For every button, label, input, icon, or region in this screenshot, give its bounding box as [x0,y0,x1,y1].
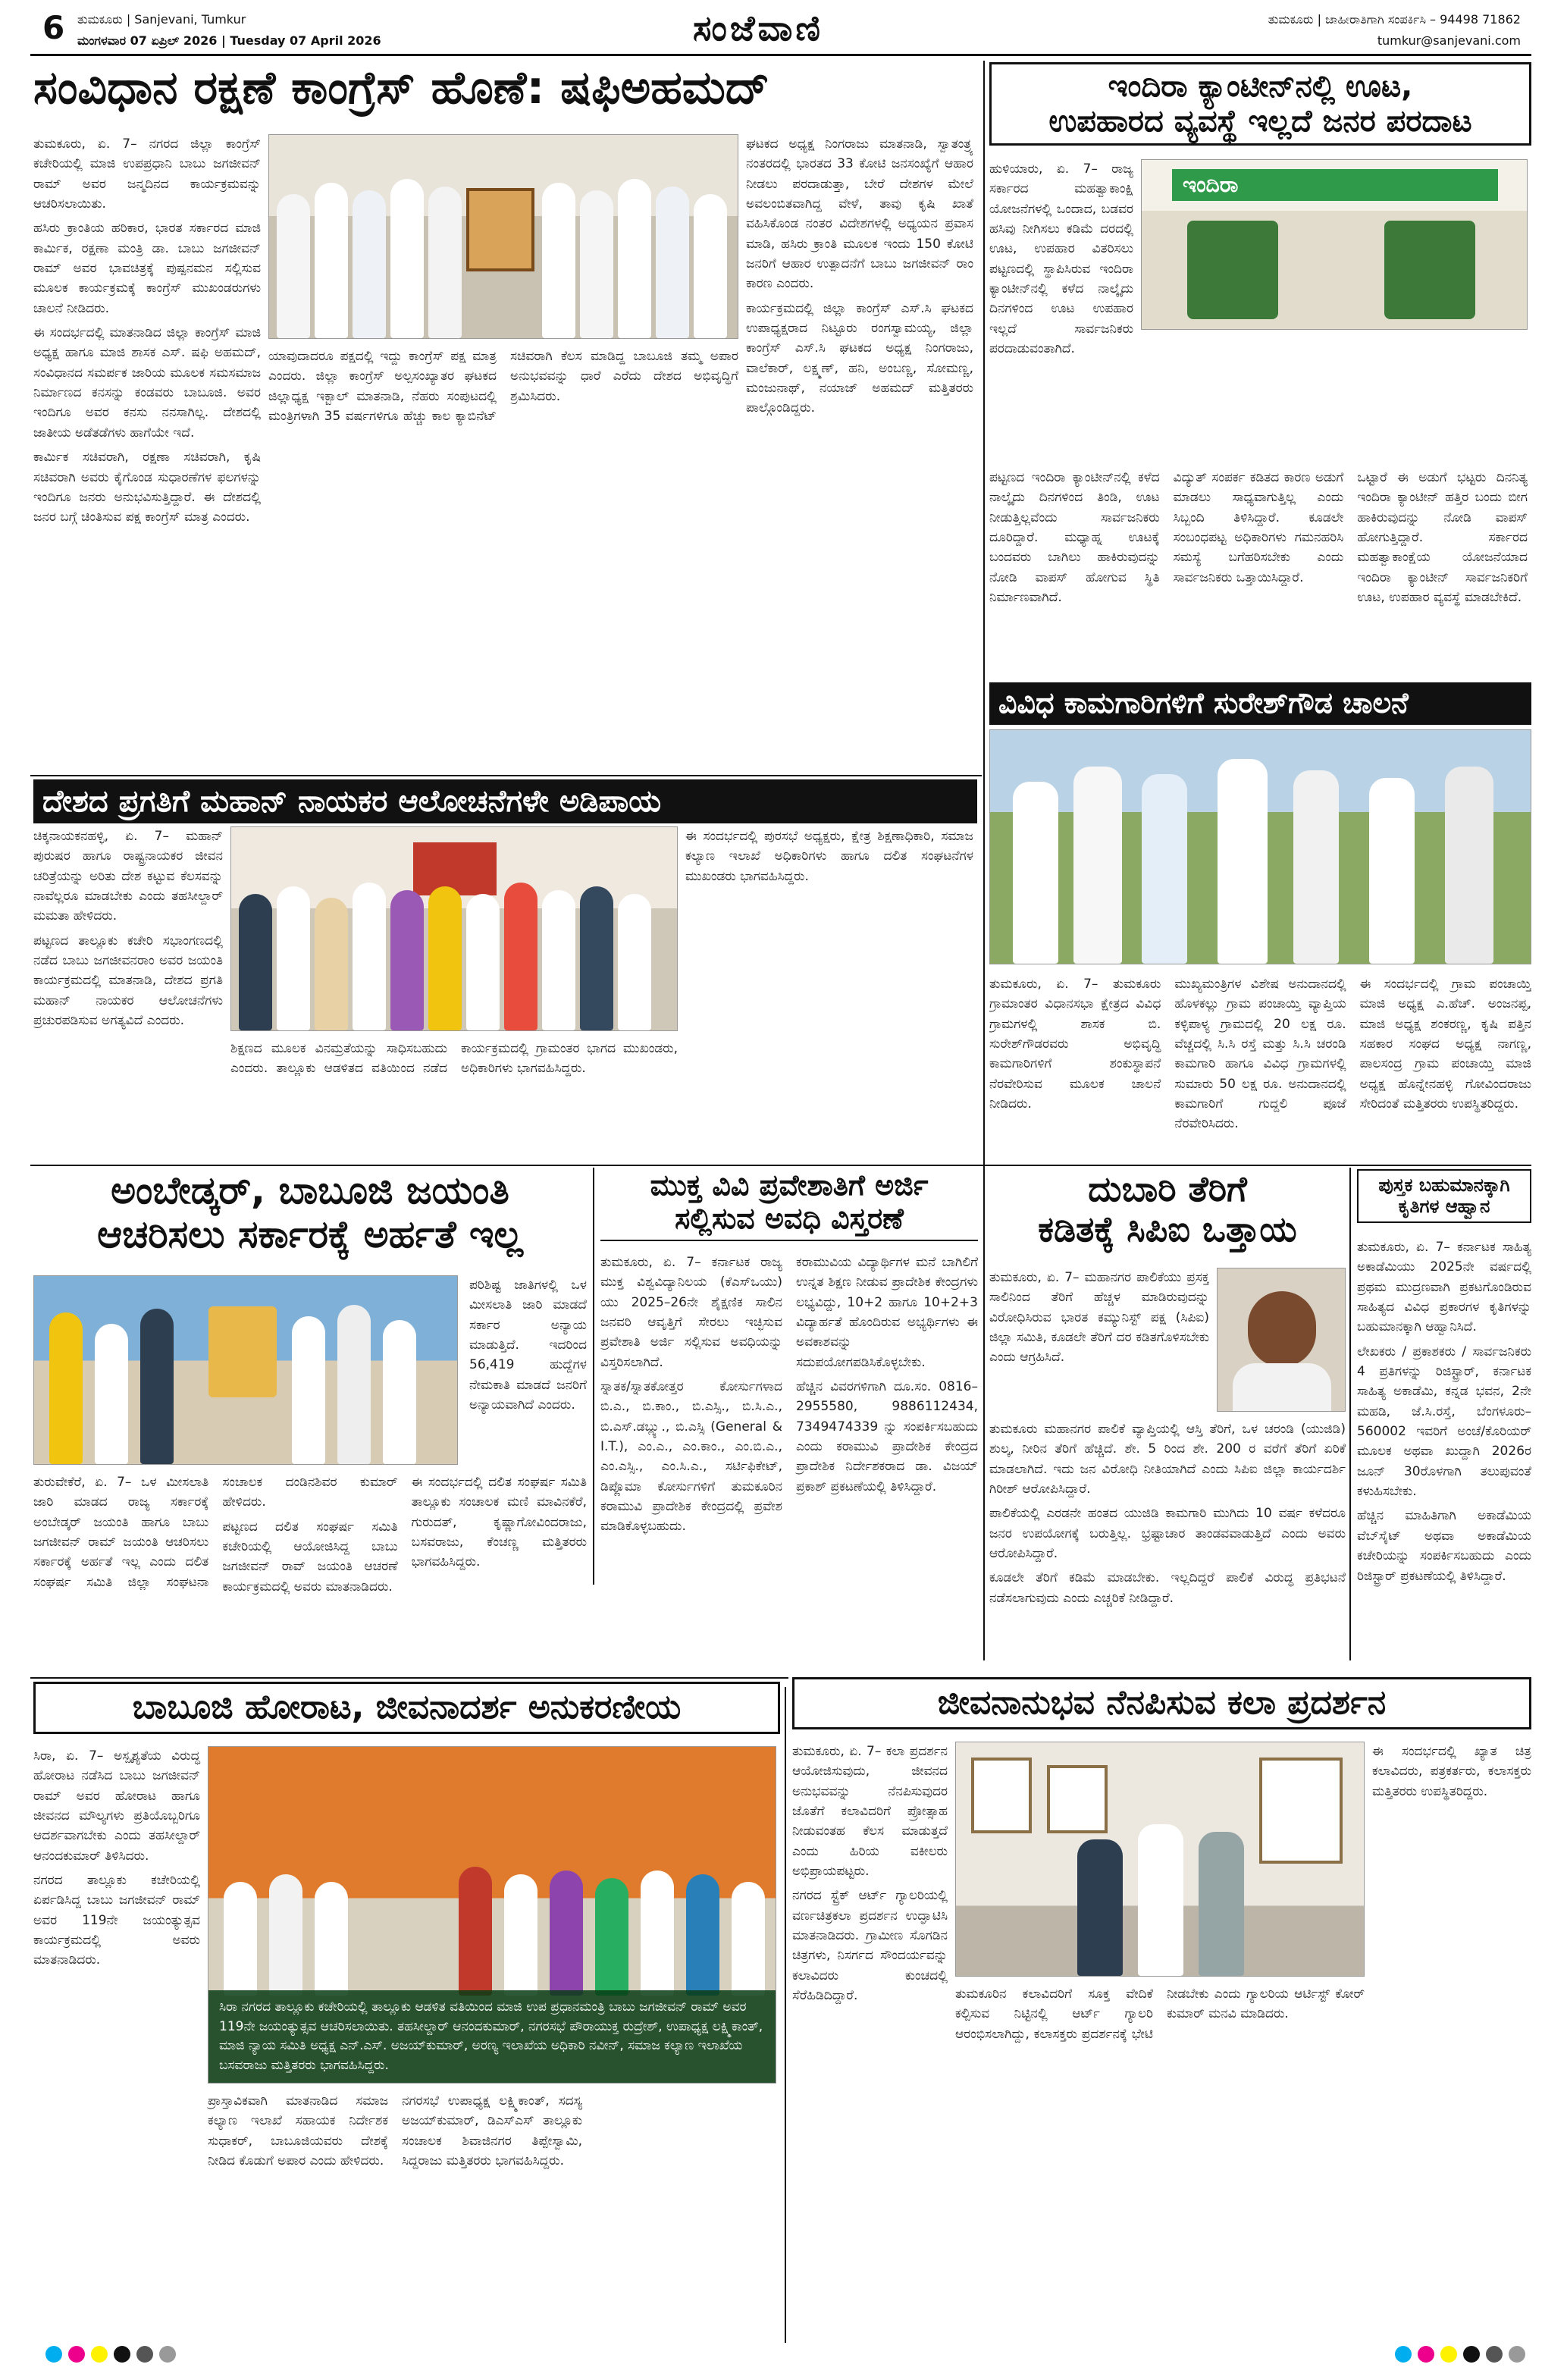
story-open-university [600,1169,978,1673]
column-rule [983,1168,985,1660]
story-nation-progress [33,779,977,1160]
registration-marks-left [45,2346,176,2363]
paragraph: ಸ್ನಾತಕ/ಸ್ನಾತಕೋತ್ತರ ಕೋರ್ಸುಗಳಾದ ಬಿ.ಎ., ಬಿ.ಕಾಂ., ಬಿ.ಎಸ್ಸಿ., ಬಿ.ಸಿ.ಎ., ಬಿ.ಎಸ್.ಡಬ್ಲ್ಯು., ಬಿ.ಎಸ್ಸಿ (General & I.T.), ಎಂ.ಎ., ಎಂ.ಕಾಂ., ಎಂ.ಬಿ.ಎ., ಎಂ.ಎಸ್ಸಿ., ಎಂ.ಸಿ.ಎ., ಸರ್ಟಿಫಿಕೇಟ್, ಡಿಪ್ಲೊಮಾ ಕೋರ್ಸುಗಳಿಗೆ ತುಮಕೂರಿನ ಕರಾಮುವಿ ಪ್ರಾದೇಶಿಕ ಕೇಂದ್ರದಲ್ಲಿ ಪ್ರವೇಶ ಮಾಡಿಕೊಳ್ಳಬಹುದು. [600,1379,782,1535]
paragraph: ಈ ಸಂದರ್ಭದಲ್ಲಿ ಮಾತನಾಡಿದ ಜಿಲ್ಲಾ ಕಾಂಗ್ರೆಸ್ ಮಾಜಿ ಅಧ್ಯಕ್ಷ ಹಾಗೂ ಮಾಜಿ ಶಾಸಕ ಎಸ್. ಷಫಿ ಅಹಮದ್, ಸಂವಿಧಾನದ ಸಮರ್ಪಕ ಜಾರಿಯ ಮೂಲಕ ಸಮಸಮಾಜ ನಿರ್ಮಾಣದ ಕನಸನ್ನು ಕಂಡವರು ಬಾಬೂಜಿ. ಅವರ ಇಂದಿಗೂ ಅವರ ಕನಸು ನನಸಾಗಿಲ್ಲ. ದೇಶದಲ್ಲಿ ಜಾತೀಯ ಅಡೆತಡೆಗಳು ಹಾಗೆಯೇ ಇದೆ. [33,325,261,441]
paragraph: ವಿದ್ಯುತ್ ಸಂಪರ್ಕ ಕಡಿತದ ಕಾರಣ ಅಡುಗೆ ಮಾಡಲು ಸಾಧ್ಯವಾಗುತ್ತಿಲ್ಲ ಎಂದು ಸಿಬ್ಬಂದಿ ತಿಳಿಸಿದ್ದಾರೆ. ಕೂಡಲೇ ಸಂಬಂಧಪಟ್ಟ ಅಧಿಕಾರಿಗಳು ಗಮನಹರಿಸಿ ಸಮಸ್ಯೆ ಬಗೆಹರಿಸಬೇಕು ಎಂದು ಸಾರ್ವಜನಿಕರು ಒತ್ತಾಯಿಸಿದ್ದಾರೆ. [1173,470,1344,585]
paragraph: ಈ ಸಂದರ್ಭದಲ್ಲಿ ದಲಿತ ಸಂಘರ್ಷ ಸಮಿತಿ ತಾಲ್ಲೂಕು ಸಂಚಾಲಕ ಮಣಿ ಮಾವಿನಕೆರೆ, ಗುರುದತ್, ಕೃಷ್ಣಾಗೋವಿಂದರಾಜು, ಬಸವರಾಜು, ಕೆಂಚಣ್ಣ ಮತ್ತಿತರರು ಭಾಗವಹಿಸಿದ್ದರು. [411,1475,587,1570]
story-headline: ದೇಶದ ಪ್ರಗತಿಗೆ ಮಹಾನ್ ನಾಯಕರ ಆಲೋಚನೆಗಳೇ ಅಡಿಪಾಯ [33,779,977,823]
paragraph: ಹಸಿರು ಕ್ರಾಂತಿಯ ಹರಿಕಾರ, ಭಾರತ ಸರ್ಕಾರದ ಮಾಜಿ ಕಾರ್ಮಿಕ, ರಕ್ಷಣಾ ಮಂತ್ರಿ ಡಾ. ಬಾಬು ಜಗಜೀವನ್ ರಾಮ್ ಅವರ ಭಾವಚಿತ್ರಕ್ಕೆ ಪುಷ್ಪನಮನ ಸಲ್ಲಿಸುವ ಮೂಲಕ ಕಾರ್ಯಕ್ರಮಕ್ಕೆ ಕಾಂಗ್ರೆಸ್ ಮುಖಂಡರುಗಳು ಚಾಲನೆ ನೀಡಿದರು. [33,221,261,316]
story-body-col1 [33,1746,200,2338]
story-book-award [1357,1169,1531,1666]
exhibition-photo [955,1742,1365,1977]
story-body [600,1253,978,1670]
paragraph: ತುಮಕೂರು, ಏ. 7– ತುಮಕೂರು ಗ್ರಾಮಾಂತರ ವಿಧಾನಸಭಾ ಕ್ಷೇತ್ರದ ವಿವಿಧ ಗ್ರಾಮಗಳಲ್ಲಿ ಶಾಸಕ ಬಿ. ಸುರೇಶ್‌ಗೌಡರವರು ಅಭಿವೃದ್ಧಿ ಕಾಮಗಾರಿಗಳಿಗೆ ಶಂಕುಸ್ಥಾಪನೆ ನೆರವೇರಿಸುವ ಮೂಲಕ ಚಾಲನೆ ನೀಡಿದರು. [989,977,1161,1112]
story-body [1357,1237,1531,1662]
paragraph: ತುಮಕೂರು, ಏ. 7– ನಗರದ ಜಿಲ್ಲಾ ಕಾಂಗ್ರೆಸ್ ಕಚೇರಿಯಲ್ಲಿ ಮಾಜಿ ಉಪಪ್ರಧಾನಿ ಬಾಬು ಜಗಜೀವನ್ ರಾಮ್ ಅವರ ಜನ್ಮದಿನದ ಕಾರ್ಯಕ್ರಮವನ್ನು ಆಚರಿಸಲಾಯಿತು. [33,136,261,212]
page-number: 6 [42,9,65,46]
headline-line2: ಕೃತಿಗಳ ಆಹ್ವಾನ [1398,1195,1490,1217]
story-body-cols [989,468,1528,673]
group-photo [230,826,678,1031]
paragraph: ಈ ಸಂದರ್ಭದಲ್ಲಿ ಗ್ರಾಮ ಪಂಚಾಯ್ತಿ ಮಾಜಿ ಅಧ್ಯಕ್ಷ ಎ.ಹೆಚ್. ಅಂಜನಪ್ಪ, ಮಾಜಿ ಅಧ್ಯಕ್ಷ ಶಂಕರಣ್ಣ, ಕೃಷಿ ಪತ್ತಿನ ಸಹಕಾರ ಸಂಘದ ಅಧ್ಯಕ್ಷ ನಾಗಣ್ಣ, ಪಾಲಸಂದ್ರ ಗ್ರಾಮ ಪಂಚಾಯ್ತಿ ಮಾಜಿ ಅಧ್ಯಕ್ಷ ಹೊನ್ನೇನಹಳ್ಳಿ ಗೋವಿಂದರಾಜು ಸೇರಿದಂತೆ ಮತ್ತಿತರರು ಉಪಸ್ಥಿತರಿದ್ದರು. [1359,977,1531,1112]
paragraph: ಹುಳಿಯಾರು, ಏ. 7– ರಾಜ್ಯ ಸರ್ಕಾರದ ಮಹತ್ವಾಕಾಂಕ್ಷಿ ಯೋಜನೆಗಳಲ್ಲಿ ಒಂದಾದ, ಬಡವರ ಹಸಿವು ನೀಗಿಸಲು ಕಡಿಮೆ ದರದಲ್ಲಿ ಊಟ, ಉಪಹಾರ ವಿತರಿಸಲು ಪಟ್ಟಣದಲ್ಲಿ ಸ್ಥಾಪಿಸಿರುವ ಇಂದಿರಾ ಕ್ಯಾಂಟೀನ್‌ನಲ್ಲಿ ಕಳೆದ ನಾಲ್ಕೈದು ದಿನಗಳಿಂದ ಊಟ ಉಪಹಾರ ಇಲ್ಲದೆ ಸಾರ್ವಜನಿಕರು ಪರದಾಡುವಂತಾಗಿದೆ. [989,161,1133,357]
story-body-col1 [33,134,261,764]
paragraph: ಪರಿಶಿಷ್ಟ ಜಾತಿಗಳಲ್ಲಿ ಒಳ ಮೀಸಲಾತಿ ಜಾರಿ ಮಾಡದೆ ಸರ್ಕಾರ ಅನ್ಯಾಯ ಮಾಡುತ್ತಿದೆ. ಇದರಿಂದ 56,419 ಹುದ್ದೆಗಳ ನೇಮಕಾತಿ ಮಾಡದೆ ಜನರಿಗೆ ಅನ್ಯಾಯವಾಗಿದೆ ಎಂದರು. [469,1278,587,1413]
group-photo [33,1275,458,1465]
story-headline [989,62,1531,146]
story-constitution [33,62,977,771]
paragraph: ತುರುವೇಕೆರೆ, ಏ. 7– ಒಳ ಮೀಸಲಾತಿ ಜಾರಿ ಮಾಡದ ರಾಜ್ಯ ಸರ್ಕಾರಕ್ಕೆ ಅಂಬೇಡ್ಕರ್ ಜಯಂತಿ ಹಾಗೂ ಬಾಬು ಜಗಜೀವನ್ ರಾಮ್ ಜಯಂತಿ ಆಚರಿಸಲು ಸರ್ಕಾರಕ್ಕೆ ಅರ್ಹತೆ ಇಲ್ಲ ಎಂದು ದಲಿತ ಸಂಘರ್ಷ ಸಮಿತಿ ಜಿಲ್ಲಾ ಸಂಘಟನಾ ಸಂಚಾಲಕ ದಂಡಿನಶಿವರ ಕುಮಾರ್ ಹೇಳಿದರು. [33,1475,398,1590]
paragraph: ಘಟಕದ ಅಧ್ಯಕ್ಷ ನಿಂಗರಾಜು ಮಾತನಾಡಿ, ಸ್ವಾತಂತ್ರ್ಯ ನಂತರದಲ್ಲಿ ಭಾರತದ 33 ಕೋಟಿ ಜನಸಂಖ್ಯೆಗೆ ಆಹಾರ ನೀಡಲು ಪರದಾಡುತ್ತಾ, ಬೇರೆ ದೇಶಗಳ ಮೇಲೆ ಅವಲಂಬಿತವಾಗಿದ್ದ ವೇಳೆ, ತಾವು ಕೃಷಿ ಖಾತೆ ವಹಿಸಿಕೊಂಡ ನಂತರ ವಿದೇಶಗಳಲ್ಲಿ ಅಧ್ಯಯನ ಪ್ರವಾಸ ಮಾಡಿ, ಹಸಿರು ಕ್ರಾಂತಿ ಮೂಲಕ ಇಂದು 150 ಕೋಟಿ ಜನರಿಗೆ ಆಹಾರ ಉತ್ಪಾದನೆಗೆ ಬಾಬು ಜಗಜೀವನ್ ರಾಂ ಕಾರಣ ಎಂದರು. [746,136,973,292]
story-headline: ಬಾಬೂಜಿ ಹೋರಾಟ, ಜೀವನಾದರ್ಶ ಅನುಕರಣೀಯ [33,1682,780,1734]
paragraph: ಕೂಡಲೇ ತೆರಿಗೆ ಕಡಿಮೆ ಮಾಡಬೇಕು. ಇಲ್ಲದಿದ್ದರೆ ಪಾಲಿಕೆ ವಿರುದ್ಧ ಪ್ರತಿಭಟನೆ ನಡೆಸಲಾಗುವುದು ಎಂದು ಎಚ್ಚರಿಕೆ ನೀಡಿದ್ದಾರೆ. [989,1570,1346,1606]
headline-line1: ಮುಕ್ತ ವಿವಿ ಪ್ರವೇಶಾತಿಗೆ ಅರ್ಜಿ [650,1169,929,1202]
paragraph: ನಗರದ ತಾಲ್ಲೂಕು ಕಚೇರಿಯಲ್ಲಿ ಏರ್ಪಡಿಸಿದ್ದ ಬಾಬು ಜಗಜೀವನ್ ರಾಮ್ ಅವರ 119ನೇ ಜಯಂತ್ಯುತ್ಸವ ಕಾರ್ಯಕ್ರಮದಲ್ಲಿ ಅವರು ಮಾತನಾಡಿದರು. [33,1873,200,1968]
inauguration-photo [989,729,1531,964]
paragraph: ಪಟ್ಟಣದ ದಲಿತ ಸಂಘರ್ಷ ಸಮಿತಿ ಕಚೇರಿಯಲ್ಲಿ ಆಯೋಜಿಸಿದ್ದ ಬಾಬು ಜಗಜೀವನ್ ರಾವ್ ಜಯಂತಿ ಆಚರಣೆ ಕಾರ್ಯಕ್ರಮದಲ್ಲಿ ಅವರು ಮಾತನಾಡಿದರು. [222,1519,398,1595]
story-body-col2 [268,346,738,764]
portrait-photo [1217,1268,1346,1412]
paragraph: ಪಟ್ಟಣದ ತಾಲ್ಲೂಕು ಕಚೇರಿ ಸಭಾಂಗಣದಲ್ಲಿ ನಡೆದ ಬಾಬು ಜಗಜೀವನರಾಂ ಅವರ ಜಯಂತಿ ಕಾರ್ಯಕ್ರಮದಲ್ಲಿ ಮಾತನಾಡಿ, ದೇಶದ ಪ್ರಗತಿ ಮಹಾನ್ ನಾಯಕರ ಆಲೋಚನೆಗಳು ಪ್ರಚುರಪಡಿಸುವ ಅಗತ್ಯವಿದೆ ಎಂದರು. [33,933,223,1029]
story-body-side [469,1275,587,1465]
masthead [30,6,1531,56]
story-headline [33,1169,587,1256]
story-art-exhibition [792,1677,1531,2341]
paragraph: ಮುಖ್ಯಮಂತ್ರಿಗಳ ವಿಶೇಷ ಅನುದಾನದಲ್ಲಿ ಹೊಳಕಲ್ಲು ಗ್ರಾಮ ಪಂಚಾಯ್ತಿ ವ್ಯಾಪ್ತಿಯ ಕಳ್ಳಿಪಾಳ್ಯ ಗ್ರಾಮದಲ್ಲಿ 20 ಲಕ್ಷ ರೂ. ವೆಚ್ಚದಲ್ಲಿ ಸಿ.ಸಿ ರಸ್ತೆ ಮತ್ತು ಸಿ.ಸಿ ಚರಂಡಿ ಕಾಮಗಾರಿ ಹಾಗೂ ವಿವಿಧ ಗ್ರಾಮಗಳಲ್ಲಿ ಸುಮಾರು 50 ಲಕ್ಷ ರೂ. ಅನುದಾನದಲ್ಲಿ ಕಾಮಗಾರಿಗೆ ಗುದ್ದಲಿ ಪೂಜೆ ನೆರವೇರಿಸಿದರು. [1174,977,1346,1132]
story-headline [989,1169,1346,1250]
brand-name: ಸಂಜೆವಾಣಿ [693,8,823,49]
story-body-col3 [685,826,973,1156]
event-photo [208,1746,776,2084]
story-headline [1357,1169,1531,1223]
story-development-works [989,682,1531,1160]
paragraph: ತುಮಕೂರು ಮಹಾನಗರ ಪಾಲಿಕೆ ವ್ಯಾಪ್ತಿಯಲ್ಲಿ ಆಸ್ತಿ ತೆರಿಗೆ, ಒಳ ಚರಂಡಿ (ಯುಜಿಡಿ) ಶುಲ್ಕ, ನೀರಿನ ತೆರಿಗೆ ಹೆಚ್ಚಿದೆ. ಶೇ. 5 ರಿಂದ ಶೇ. 200 ರ ವರೆಗೆ ತೆರಿಗೆ ಏರಿಕೆ ಮಾಡಲಾಗಿದೆ. ಇದು ಜನ ವಿರೋಧಿ ನೀತಿಯಾಗಿದೆ ಎಂದು ಸಿಪಿಐ ಜಿಲ್ಲಾ ಕಾರ್ಯದರ್ಶಿ ಗಿರೀಶ್ ಆರೋಪಿಸಿದ್ದಾರೆ. [989,1422,1346,1497]
masthead-date: ಮಂಗಳವಾರ 07 ಏಪ್ರಿಲ್ 2026 | Tuesday 07 April 2026 [77,33,381,48]
story-body-col2 [955,1984,1365,2333]
paragraph: ಶಿಕ್ಷಣದ ಮೂಲಕ ವಿನಮ್ರತೆಯನ್ನು ಸಾಧಿಸಬಹುದು ಎಂದರು. ತಾಲ್ಲೂಕು ಆಡಳಿತದ ವತಿಯಿಂದ ನಡೆದ ಕಾರ್ಯಕ್ರಮದಲ್ಲಿ ಗ್ರಾಮಂತರ ಭಾಗದ ಮುಖಂಡರು, ಅಧಿಕಾರಿಗಳು ಭಾಗವಹಿಸಿದ್ದರು. [230,1041,678,1077]
paragraph: ತುಮಕೂರಿನ ಕಲಾವಿದರಿಗೆ ಸೂಕ್ತ ವೇದಿಕೆ ಕಲ್ಪಿಸುವ ನಿಟ್ಟಿನಲ್ಲಿ ಆರ್ಟ್ ಗ್ಯಾಲರಿ ಆರಂಭಿಸಲಾಗಿದ್ದು, ಕಲಾಸಕ್ತರು ಪ್ರದರ್ಶನಕ್ಕೆ ಭೇಟಿ ನೀಡಬೇಕು ಎಂದು ಗ್ಯಾಲರಿಯ ಆರ್ಟಿಸ್ಟ್ ಕೋರ್ ಕುಮಾರ್ ಮನವಿ ಮಾಡಿದರು. [955,1986,1365,2042]
canteen-photo [1141,159,1528,330]
photo-caption: ಸಿರಾ ನಗರದ ತಾಲ್ಲೂಕು ಕಚೇರಿಯಲ್ಲಿ ತಾಲ್ಲೂಕು ಆಡಳಿತ ವತಿಯಿಂದ ಮಾಜಿ ಉಪ ಪ್ರಧಾನಮಂತ್ರಿ ಬಾಬು ಜಗಜೀವನ್ ರಾಮ್ ಅವರ 119ನೇ ಜಯಂತ್ಯುತ್ಸವ ಆಚರಿಸಲಾಯಿತು. ತಹಸೀಲ್ದಾರ್ ಆನಂದಕುಮಾರ್, ನಗರಸಭೆ ಪೌರಾಯುಕ್ತ ರುದ್ರೇಶ್, ಉಪಾಧ್ಯಕ್ಷ ಲಕ್ಷ್ಮಿಕಾಂತ್, ಮಾಜಿ ನ್ಯಾಯ ಸಮಿತಿ ಅಧ್ಯಕ್ಷ ಎನ್.ಎಸ್. ಅಜಯ್‌ಕುಮಾರ್, ಅರಣ್ಯ ಇಲಾಖೆಯ ಅಧಿಕಾರಿ ನವೀನ್, ಸಮಾಜ ಕಲ್ಯಾಣ ಇಲಾಖೆಯ ಬಸವರಾಜು ಮತ್ತಿತರರು ಭಾಗವಹಿಸಿದ್ದರು. [208,1990,776,2083]
headline-line2: ಕಡಿತಕ್ಕೆ ಸಿಪಿಐ ಒತ್ತಾಯ [1038,1208,1297,1250]
story-body-cols [208,2091,776,2338]
masthead-email[interactable]: tumkur@sanjevani.com [1377,33,1521,48]
column-rule [593,1168,594,1585]
story-cpi-tax [989,1169,1346,1666]
story-headline: ಸಂವಿಧಾನ ರಕ್ಷಣೆ ಕಾಂಗ್ರೆಸ್ ಹೊಣೆ: ಷಫಿಅಹಮದ್ [33,62,769,114]
story-babuji-ideals [33,1682,780,2341]
registration-marks-right [1395,2346,1525,2363]
story-body [989,974,1531,1156]
paragraph: ತುಮಕೂರು, ಏ. 7– ಕರ್ನಾಟಕ ರಾಜ್ಯ ಮುಕ್ತ ವಿಶ್ವವಿದ್ಯಾನಿಲಯ (ಕೆಎಸ್‌ಒಯು) ಯು 2025–26ನೇ ಶೈಕ್ಷಣಿಕ ಸಾಲಿನ ಜನವರಿ ಆವೃತ್ತಿಗೆ ಸೇರಲು ಇಚ್ಛಿಸುವ ಪ್ರವೇಶಾತಿ ಅರ್ಜಿ ಸಲ್ಲಿಸುವ ಅವಧಿಯನ್ನು ವಿಸ್ತರಿಸಲಾಗಿದೆ. [600,1255,782,1370]
headline-line2: ಉಪಹಾರದ ವ್ಯವಸ್ಥೆ ಇಲ್ಲದೆ ಜನರ ಪರದಾಟ [1048,104,1472,139]
story-body-col1 [989,159,1133,463]
section-rule [30,775,982,776]
paragraph: ಕಾರ್ಮಿಕ ಸಚಿವರಾಗಿ, ರಕ್ಷಣಾ ಸಚಿವರಾಗಿ, ಕೃಷಿ ಸಚಿವರಾಗಿ ಅವರು ಕೈಗೊಂಡ ಸುಧಾರಣೆಗಳ ಫಲಗಳನ್ನು ಇಂದಿಗೂ ಜನರು ಅನುಭವಿಸುತ್ತಿದ್ದಾರೆ. ಈ ದೇಶದಲ್ಲಿ ಜನರ ಬಗ್ಗೆ ಚಿಂತಿಸುವ ಪಕ್ಷ ಕಾಂಗ್ರೆಸ್ ಮಾತ್ರ ಎಂದರು. [33,450,261,525]
story-body-col1 [33,826,223,1156]
paragraph: ತುಮಕೂರು, ಏ. 7– ಮಹಾನಗರ ಪಾಲಿಕೆಯು ಪ್ರಸಕ್ತ ಸಾಲಿನಿಂದ ತೆರಿಗೆ ಹೆಚ್ಚಳ ಮಾಡಿರುವುದನ್ನು ವಿರೋಧಿಸಿರುವ ಭಾರತ ಕಮ್ಯುನಿಸ್ಟ್ ಪಕ್ಷ (ಸಿಪಿಐ) ಜಿಲ್ಲಾ ಸಮಿತಿ, ಕೂಡಲೇ ತೆರಿಗೆ ದರ ಕಡಿತಗೊಳಿಸಬೇಕು ಎಂದು ಆಗ್ರಹಿಸಿದೆ. [989,1270,1209,1366]
story-body-col1 [989,1268,1209,1412]
story-indira-canteen [989,62,1531,676]
column-rule [785,1687,786,2343]
paragraph: ಹೆಚ್ಚಿನ ಮಾಹಿತಿಗಾಗಿ ಅಕಾಡೆಮಿಯ ವೆಬ್‌ಸೈಟ್ ಅಥವಾ ಅಕಾಡೆಮಿಯ ಕಚೇರಿಯನ್ನು ಸಂಪರ್ಕಿಸಬಹುದು ಎಂದು ರಿಜಿಸ್ಟ್ರಾರ್ ಪ್ರಕಟಣೆಯಲ್ಲಿ ತಿಳಿಸಿದ್ದಾರೆ. [1357,1508,1531,1584]
paragraph: ತುಮಕೂರು, ಏ. 7– ಕರ್ನಾಟಕ ಸಾಹಿತ್ಯ ಅಕಾಡೆಮಿಯು 2025ನೇ ವರ್ಷದಲ್ಲಿ ಪ್ರಥಮ ಮುದ್ರಣವಾಗಿ ಪ್ರಕಟಗೊಂಡಿರುವ ಸಾಹಿತ್ಯದ ವಿವಿಧ ಪ್ರಕಾರಗಳ ಕೃತಿಗಳನ್ನು ಬಹುಮಾನಕ್ಕಾಗಿ ಆಹ್ವಾನಿಸಿದೆ. [1357,1240,1531,1335]
headline-line1: ಅಂಬೇಡ್ಕರ್, ಬಾಬೂಜಿ ಜಯಂತಿ [111,1169,509,1212]
headline-line1: ಪುಸ್ತಕ ಬಹುಮಾನಕ್ಕಾಗಿ [1378,1174,1510,1196]
story-body-col2 [230,1039,678,1156]
masthead-ad-contact: ತುಮಕೂರು | ಜಾಹೀರಾತಿಗಾಗಿ ಸಂಪರ್ಕಿಸಿ – 94498 71862 [1268,12,1521,27]
newspaper-brand [516,8,1001,50]
group-photo [268,134,738,339]
paragraph: ನಗರಸಭೆ ಉಪಾಧ್ಯಕ್ಷ ಲಕ್ಷ್ಮಿಕಾಂತ್, ಸದಸ್ಯ ಅಜಯ್‌ಕುಮಾರ್, ಡಿಎಸ್‌ಎಸ್ ತಾಲ್ಲೂಕು ಸಂಚಾಲಕ ಶಿವಾಜಿನಗರ ತಿಪ್ಪೇಸ್ವಾಮಿ, ಸಿದ್ದರಾಜು ಮತ್ತಿತರರು ಭಾಗವಹಿಸಿದ್ದರು. [402,2093,582,2169]
paragraph: ಈ ಸಂದರ್ಭದಲ್ಲಿ ಪುರಸಭೆ ಅಧ್ಯಕ್ಷರು, ಕ್ಷೇತ್ರ ಶಿಕ್ಷಣಾಧಿಕಾರಿ, ಸಮಾಜ ಕಲ್ಯಾಣ ಇಲಾಖೆ ಅಧಿಕಾರಿಗಳು ಹಾಗೂ ದಲಿತ ಸಂಘಟನೆಗಳ ಮುಖಂಡರು ಭಾಗವಹಿಸಿದ್ದರು. [685,829,973,884]
story-headline [600,1169,978,1241]
paragraph: ನಗರದ ಸ್ಟ್ರೆಕ್ ಆರ್ಟ್ ಗ್ಯಾಲರಿಯಲ್ಲಿ ವರ್ಣಚಿತ್ರಕಲಾ ಪ್ರದರ್ಶನ ಉದ್ಘಾಟಿಸಿ ಮಾತನಾಡಿದರು. ಗ್ರಾಮೀಣ ಸೊಗಡಿನ ಚಿತ್ರಗಳು, ನಿಸರ್ಗದ ಸೌಂದರ್ಯವನ್ನು ಕಲಾವಿದರು ಕುಂಚದಲ್ಲಿ ಸೆರೆಹಿಡಿದಿದ್ದಾರೆ. [792,1888,948,2004]
paragraph: ಚಿಕ್ಕನಾಯಕನಹಳ್ಳಿ, ಏ. 7– ಮಹಾನ್ ಪುರುಷರ ಹಾಗೂ ರಾಷ್ಟ್ರನಾಯಕರ ಜೀವನ ಚರಿತ್ರೆಯನ್ನು ಅರಿತು ದೇಶ ಕಟ್ಟುವ ಕೆಲಸವನ್ನು ನಾವೆಲ್ಲರೂ ಮಾಡಬೇಕು ಎಂದು ತಹಸೀಲ್ದಾರ್ ಮಮತಾ ಹೇಳಿದರು. [33,829,223,924]
paragraph: ಒಟ್ಟಾರೆ ಈ ಅಡುಗೆ ಭಟ್ಟರು ದಿನನಿತ್ಯ ಇಂದಿರಾ ಕ್ಯಾಂಟೀನ್ ಹತ್ತಿರ ಬಂದು ಬೀಗ ಹಾಕಿರುವುದನ್ನು ನೋಡಿ ವಾಪಸ್ ಹೋಗುತ್ತಿದ್ದಾರೆ. ಸರ್ಕಾರದ ಮಹತ್ವಾಕಾಂಕ್ಷೆಯ ಯೋಜನೆಯಾದ ಇಂದಿರಾ ಕ್ಯಾಂಟೀನ್ ಸಾರ್ವಜನಿಕರಿಗೆ ಊಟ, ಉಪಹಾರ ವ್ಯವಸ್ಥೆ ಮಾಡಬೇಕಿದೆ. [1357,470,1528,606]
story-body [989,1419,1346,1662]
headline-line1: ಇಂದಿರಾ ಕ್ಯಾಂಟೀನ್‌ನಲ್ಲಿ ಊಟ, [1108,69,1413,104]
story-jayanti-criticism [33,1169,587,1673]
paragraph: ಕಾರ್ಯಕ್ರಮದಲ್ಲಿ ಜಿಲ್ಲಾ ಕಾಂಗ್ರೆಸ್ ಎಸ್.ಸಿ ಘಟಕದ ಉಪಾಧ್ಯಕ್ಷರಾದ ನಿಟ್ಟೂರು ರಂಗಸ್ವಾಮಯ್ಯ, ಜಿಲ್ಲಾ ಕಾಂಗ್ರೆಸ್ ಎಸ್.ಸಿ ಘಟಕದ ಅಧ್ಯಕ್ಷ ನಿಂಗರಾಜು, ವಾಲೆಕಾರ್, ಲಕ್ಷ್ಮಣ್, ಹನಿ, ಅಂಬಣ್ಣ, ಸೋಮಣ್ಣ, ಮಂಜುನಾಥ್, ನಯಾಜ್ ಅಹಮದ್ ಮತ್ತಿತರರು ಪಾಲ್ಗೊಂಡಿದ್ದರು. [746,300,973,416]
story-body-col3 [1372,1742,1531,2333]
paragraph: ಸಿರಾ, ಏ. 7– ಅಸ್ಪೃಶ್ಯತೆಯ ವಿರುದ್ಧ ಹೋರಾಟ ನಡೆಸಿದ ಬಾಬು ಜಗಜೀವನ್ ರಾಮ್ ಅವರ ಹೋರಾಟ ಹಾಗೂ ಜೀವನದ ಮೌಲ್ಯಗಳು ಪ್ರತಿಯೊಬ್ಬರಿಗೂ ಆದರ್ಶವಾಗಬೇಕು ಎಂದು ತಹಸೀಲ್ದಾರ್ ಆನಂದಕುಮಾರ್ ತಿಳಿಸಿದರು. [33,1748,200,1864]
column-rule [1349,1168,1351,1660]
paragraph: ಕರಾಮುವಿಯ ವಿದ್ಯಾರ್ಥಿಗಳ ಮನೆ ಬಾಗಿಲಿಗೆ ಉನ್ನತ ಶಿಕ್ಷಣ ನೀಡುವ ಪ್ರಾದೇಶಿಕ ಕೇಂದ್ರಗಳು ಲಭ್ಯವಿದ್ದು, 10+2 ಹಾಗೂ 10+2+3 ವಿದ್ಯಾರ್ಹತೆ ಹೊಂದಿರುವ ಅಭ್ಯರ್ಥಿಗಳು ಈ ಅವಕಾಶವನ್ನು ಸದುಪಯೋಗಪಡಿಸಿಕೊಳ್ಳಬೇಕು. [796,1255,978,1370]
story-body [33,1472,587,1670]
section-rule [30,1165,1531,1166]
story-headline: ಜೀವನಾನುಭವ ನೆನಪಿಸುವ ಕಲಾ ಪ್ರದರ್ಶನ [792,1677,1531,1729]
headline-line2: ಆಚರಿಸಲು ಸರ್ಕಾರಕ್ಕೆ ಅರ್ಹತೆ ಇಲ್ಲ [97,1212,523,1256]
paragraph: ಲೇಖಕರು / ಪ್ರಕಾಶಕರು / ಸಾರ್ವಜನಿಕರು 4 ಪ್ರತಿಗಳನ್ನು ರಿಜಿಸ್ಟ್ರಾರ್, ಕರ್ನಾಟಕ ಸಾಹಿತ್ಯ ಅಕಾಡೆಮಿ, ಕನ್ನಡ ಭವನ, 2ನೇ ಮಹಡಿ, ಜೆ.ಸಿ.ರಸ್ತೆ, ಬೆಂಗಳೂರು–560002 ಇವರಿಗೆ ಅಂಚೆ/ಕೊರಿಯರ್ ಮೂಲಕ ಅಥವಾ ಖುದ್ದಾಗಿ 2026ರ ಜೂನ್ 30ರೊಳಗಾಗಿ ತಲುಪುವಂತೆ ಕಳುಹಿಸಬೇಕು. [1357,1344,1531,1500]
paragraph: ಪ್ರಾಸ್ತಾವಿಕವಾಗಿ ಮಾತನಾಡಿದ ಸಮಾಜ ಕಲ್ಯಾಣ ಇಲಾಖೆ ಸಹಾಯಕ ನಿರ್ದೇಶಕ ಸುಧಾಕರ್, ಬಾಬೂಜಿಯವರು ದೇಶಕ್ಕೆ ನೀಡಿದ ಕೊಡುಗೆ ಅಪಾರ ಎಂದು ಹೇಳಿದರು. [208,2093,388,2169]
paragraph: ಪಾಲಿಕೆಯಲ್ಲಿ ಎರಡನೇ ಹಂತದ ಯುಜಿಡಿ ಕಾಮಗಾರಿ ಮುಗಿದು 10 ವರ್ಷ ಕಳೆದರೂ ಜನರ ಉಪಯೋಗಕ್ಕೆ ಬರುತ್ತಿಲ್ಲ. ಭ್ರಷ್ಟಾಚಾರ ತಾಂಡವವಾಡುತ್ತಿದೆ ಎಂದು ಅವರು ಆರೋಪಿಸಿದ್ದಾರೆ. [989,1506,1346,1562]
paragraph: ಯಾವುದಾದರೂ ಪಕ್ಷದಲ್ಲಿ ಇದ್ದು ಕಾಂಗ್ರೆಸ್ ಪಕ್ಷ ಮಾತ್ರ ಎಂದರು. ಜಿಲ್ಲಾ ಕಾಂಗ್ರೆಸ್ ಅಲ್ಪಸಂಖ್ಯಾತರ ಘಟಕದ ಜಿಲ್ಲಾಧ್ಯಕ್ಷ ಇಕ್ಬಾಲ್ ಮಾತನಾಡಿ, ನೆಹರು ಸಂಪುಟದಲ್ಲಿ ಮಂತ್ರಿಗಳಾಗಿ 35 ವರ್ಷಗಳಿಗೂ ಹೆಚ್ಚು ಕಾಲ ಕ್ಯಾಬಿನೆಟ್ ಸಚಿವರಾಗಿ ಕೆಲಸ ಮಾಡಿದ್ದ ಬಾಬೂಜಿ ತಮ್ಮ ಅಪಾರ ಅನುಭವವನ್ನು ಧಾರೆ ಎರೆದು ದೇಶದ ಅಭಿವೃದ್ಧಿಗೆ ಶ್ರಮಿಸಿದರು. [268,349,738,425]
paragraph: ತುಮಕೂರು, ಏ. 7– ಕಲಾ ಪ್ರದರ್ಶನ ಆಯೋಜಿಸುವುದು, ಜೀವನದ ಅನುಭವವನ್ನು ನೆನಪಿಸುವುದರ ಜೊತೆಗೆ ಕಲಾವಿದರಿಗೆ ಪ್ರೋತ್ಸಾಹ ನೀಡುವಂತಹ ಕೆಲಸ ಮಾಡುತ್ತದೆ ಎಂದು ಹಿರಿಯ ವಕೀಲರು ಅಭಿಪ್ರಾಯಪಟ್ಟರು. [792,1744,948,1880]
story-body-col1 [792,1742,948,2333]
story-headline: ವಿವಿಧ ಕಾಮಗಾರಿಗಳಿಗೆ ಸುರೇಶ್‌ಗೌಡ ಚಾಲನೆ [989,682,1531,725]
paragraph: ಹೆಚ್ಚಿನ ವಿವರಗಳಿಗಾಗಿ ದೂ.ಸಂ. 0816–2955580, 9886112434, 7349474339 ನ್ನು ಸಂಪರ್ಕಿಸಬಹುದು ಎಂದು ಕರಾಮುವಿ ಪ್ರಾದೇಶಿಕ ಕೇಂದ್ರದ ಪ್ರಾದೇಶಿಕ ನಿರ್ದೇಶಕರಾದ ಡಾ. ವಿಜಯ್ ಪ್ರಕಾಶ್ ಪ್ರಕಟಣೆಯಲ್ಲಿ ತಿಳಿಸಿದ್ದಾರೆ. [796,1379,978,1494]
canteen-sign: ಇಂದಿರಾ [1172,169,1498,201]
headline-line2: ಸಲ್ಲಿಸುವ ಅವಧಿ ವಿಸ್ತರಣೆ [675,1201,904,1235]
section-rule [30,1677,788,1679]
story-body-col3 [746,134,973,764]
paragraph: ಈ ಸಂದರ್ಭದಲ್ಲಿ ಖ್ಯಾತ ಚಿತ್ರ ಕಲಾವಿದರು, ಪತ್ರಕರ್ತರು, ಕಲಾಸಕ್ತರು ಮತ್ತಿತರರು ಉಪಸ್ಥಿತರಿದ್ದರು. [1372,1744,1531,1799]
headline-line1: ದುಬಾರಿ ತೆರಿಗೆ [1088,1169,1247,1209]
paragraph: ಪಟ್ಟಣದ ಇಂದಿರಾ ಕ್ಯಾಂಟೀನ್‌ನಲ್ಲಿ ಕಳೆದ ನಾಲ್ಕೈದು ದಿನಗಳಿಂದ ತಿಂಡಿ, ಊಟ ನೀಡುತ್ತಿಲ್ಲವೆಂದು ಸಾರ್ವಜನಿಕರು ದೂರಿದ್ದಾರೆ. ಮಧ್ಯಾಹ್ನ ಊಟಕ್ಕೆ ಬಂದವರು ಬಾಗಿಲು ಹಾಕಿರುವುದನ್ನು ನೋಡಿ ವಾಪಸ್ ಹೋಗುವ ಸ್ಥಿತಿ ನಿರ್ಮಾಣವಾಗಿದೆ. [989,470,1160,606]
masthead-left-line1: ತುಮಕೂರು | Sanjevani, Tumkur [77,12,246,27]
